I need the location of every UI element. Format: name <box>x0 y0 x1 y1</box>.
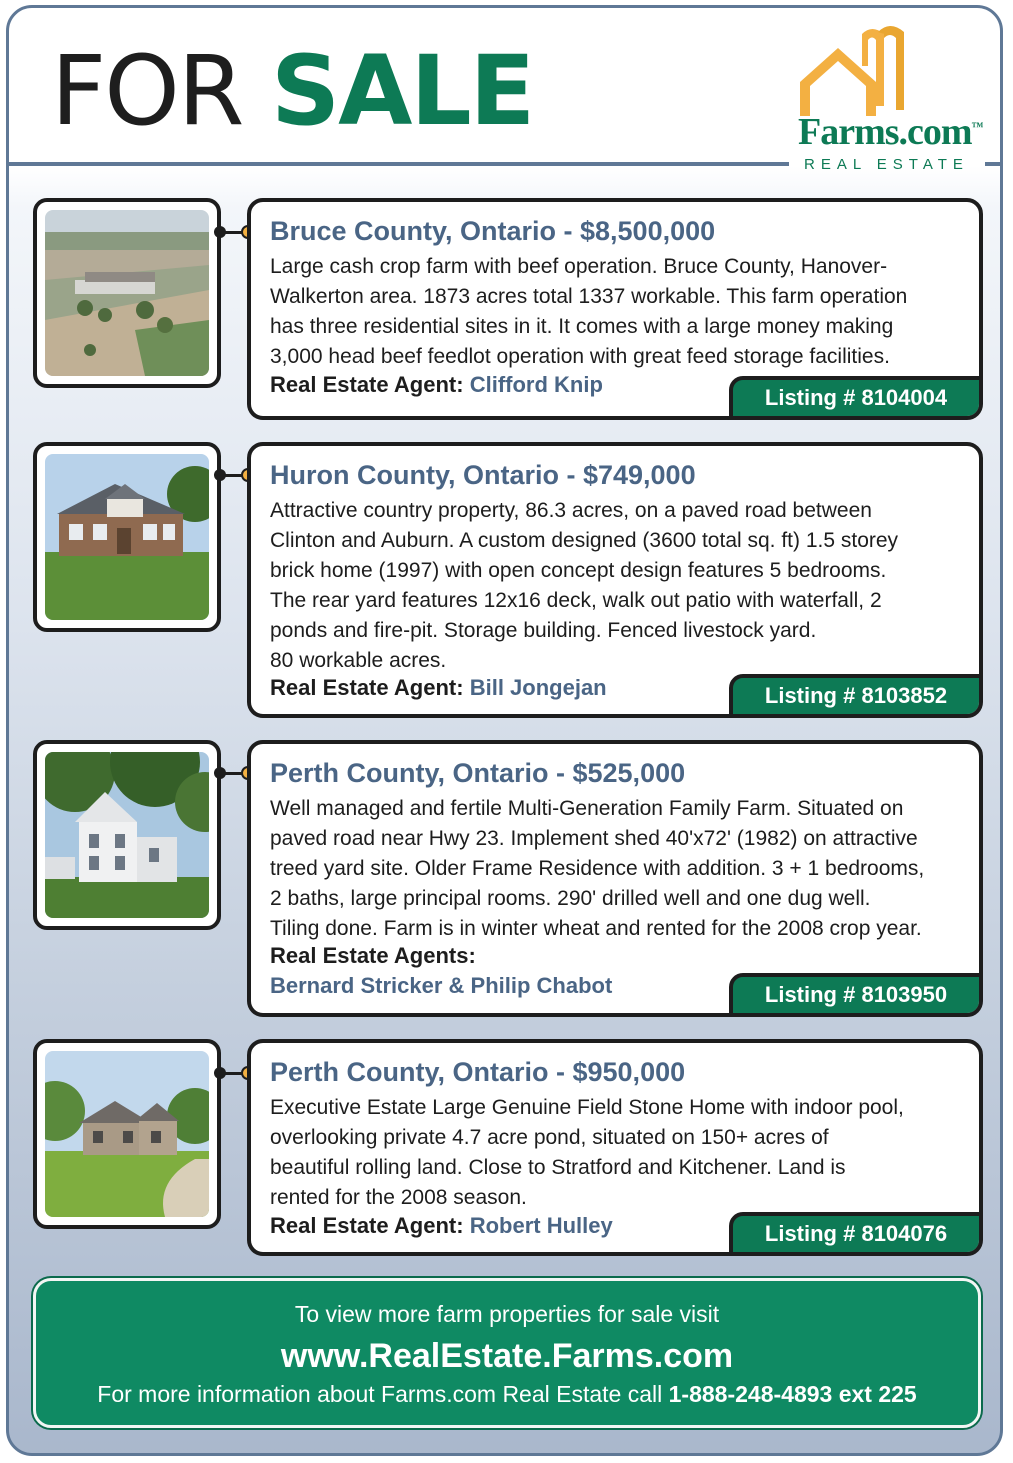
agent-line <box>270 1213 613 1239</box>
listing-number-badge[interactable]: Listing # 8104004 <box>729 376 983 420</box>
listing-number-badge[interactable]: Listing # 8104076 <box>729 1212 983 1256</box>
agent-label: Real Estate Agent: <box>270 372 464 397</box>
listing-photo-frame[interactable] <box>33 740 221 930</box>
agent-label: Real Estate Agent: <box>270 1213 464 1238</box>
agent-line <box>270 973 612 999</box>
agent-name[interactable]: Clifford Knip <box>469 372 603 397</box>
title-for: FOR <box>51 35 243 147</box>
listing-photo-frame[interactable] <box>33 1039 221 1229</box>
listing-description: Executive Estate Large Genuine Field Stone Home with indoor pool, overlooking private 4.7 acre pond, situated on 150+ acres of beautiful rolling land. Close to Stratford and Kitchener. Land is rented for the 2008 season. <box>270 1096 904 1209</box>
agent-label: Real Estate Agent: <box>270 675 464 700</box>
header-divider <box>9 162 789 166</box>
footer-contact <box>36 1381 978 1408</box>
listing-card[interactable] <box>247 198 983 420</box>
listing-card[interactable] <box>247 442 983 718</box>
listing-description: Attractive country property, 86.3 acres, on a paved road between Clinton and Auburn. A custom designed (3600 total sq. ft) 1.5 storey brick home (1997) with open concept design features 5 bedrooms. The rear yard features 12x16 deck, walk out patio with waterfall, 2 ponds and fire-pit. Storage building. Fenced livestock yard. 80 workable acres. <box>270 499 899 672</box>
listing-number-badge[interactable]: Listing # 8103852 <box>729 674 983 718</box>
listing-card[interactable] <box>247 740 983 1017</box>
listing-description: Well managed and fertile Multi-Generation Family Farm. Situated on paved road near Hwy 23. Implement shed 40'x72' (1982) on attractive treed yard site. Older Frame Residence with addition. 3 + 1 bedrooms, 2 baths, large principal rooms. 290' drilled well and one dug well. Tiling done. Farm is in winter wheat and rented for the 2008 crop year. <box>270 797 925 940</box>
white-farmhouse-photo <box>45 752 209 918</box>
listing-title: Perth County, Ontario - $525,000 <box>270 758 686 788</box>
listing-title: Bruce County, Ontario - $8,500,000 <box>270 216 716 246</box>
connector-dot <box>214 1067 226 1079</box>
footer-url-link[interactable]: www.RealEstate.Farms.com <box>280 1337 734 1375</box>
connector-dot <box>214 226 226 238</box>
listing-card[interactable] <box>247 1039 983 1256</box>
listing-number-badge[interactable]: Listing # 8103950 <box>729 973 983 1017</box>
page-title <box>51 36 533 146</box>
listing-photo-frame[interactable] <box>33 442 221 632</box>
logo-tagline: REAL ESTATE <box>804 156 969 173</box>
brick-house-photo <box>45 454 209 620</box>
connector-dot <box>214 767 226 779</box>
listing-title: Huron County, Ontario - $749,000 <box>270 460 696 490</box>
agent-label: Real Estate Agents: <box>270 943 476 968</box>
listing-photo-frame[interactable] <box>33 198 221 388</box>
listing-title: Perth County, Ontario - $950,000 <box>270 1057 686 1087</box>
barn-silo-icon <box>794 26 994 121</box>
logo-brand: Farms.com™ <box>798 111 983 153</box>
footer-intro: To view more farm properties for sale visit <box>294 1301 720 1327</box>
farms-logo[interactable] <box>794 26 994 176</box>
footer-contact-text: For more information about Farms.com Real Estate call <box>97 1381 663 1407</box>
agent-line <box>270 675 607 701</box>
agent-name[interactable]: Robert Hulley <box>469 1213 613 1238</box>
aerial-farm-photo <box>45 210 209 376</box>
connector-dot <box>214 469 226 481</box>
title-sale: SALE <box>271 35 534 147</box>
listing-description: Large cash crop farm with beef operation. Bruce County, Hanover- Walkerton area. 1873 acres total 1337 workable. This farm operation has three residential sites in it. It comes with a large money making 3,000 head beef feedlot operation with great feed storage facilities. <box>270 255 908 368</box>
agent-label-line <box>270 943 476 969</box>
agent-name[interactable]: Bill Jongejan <box>469 675 607 700</box>
footer-banner <box>33 1278 981 1428</box>
agent-line <box>270 372 603 398</box>
footer-phone[interactable]: 1-888-248-4893 ext 225 <box>668 1381 917 1407</box>
stone-house-photo <box>45 1051 209 1217</box>
agent-name[interactable]: Bernard Stricker & Philip Chabot <box>270 973 613 998</box>
